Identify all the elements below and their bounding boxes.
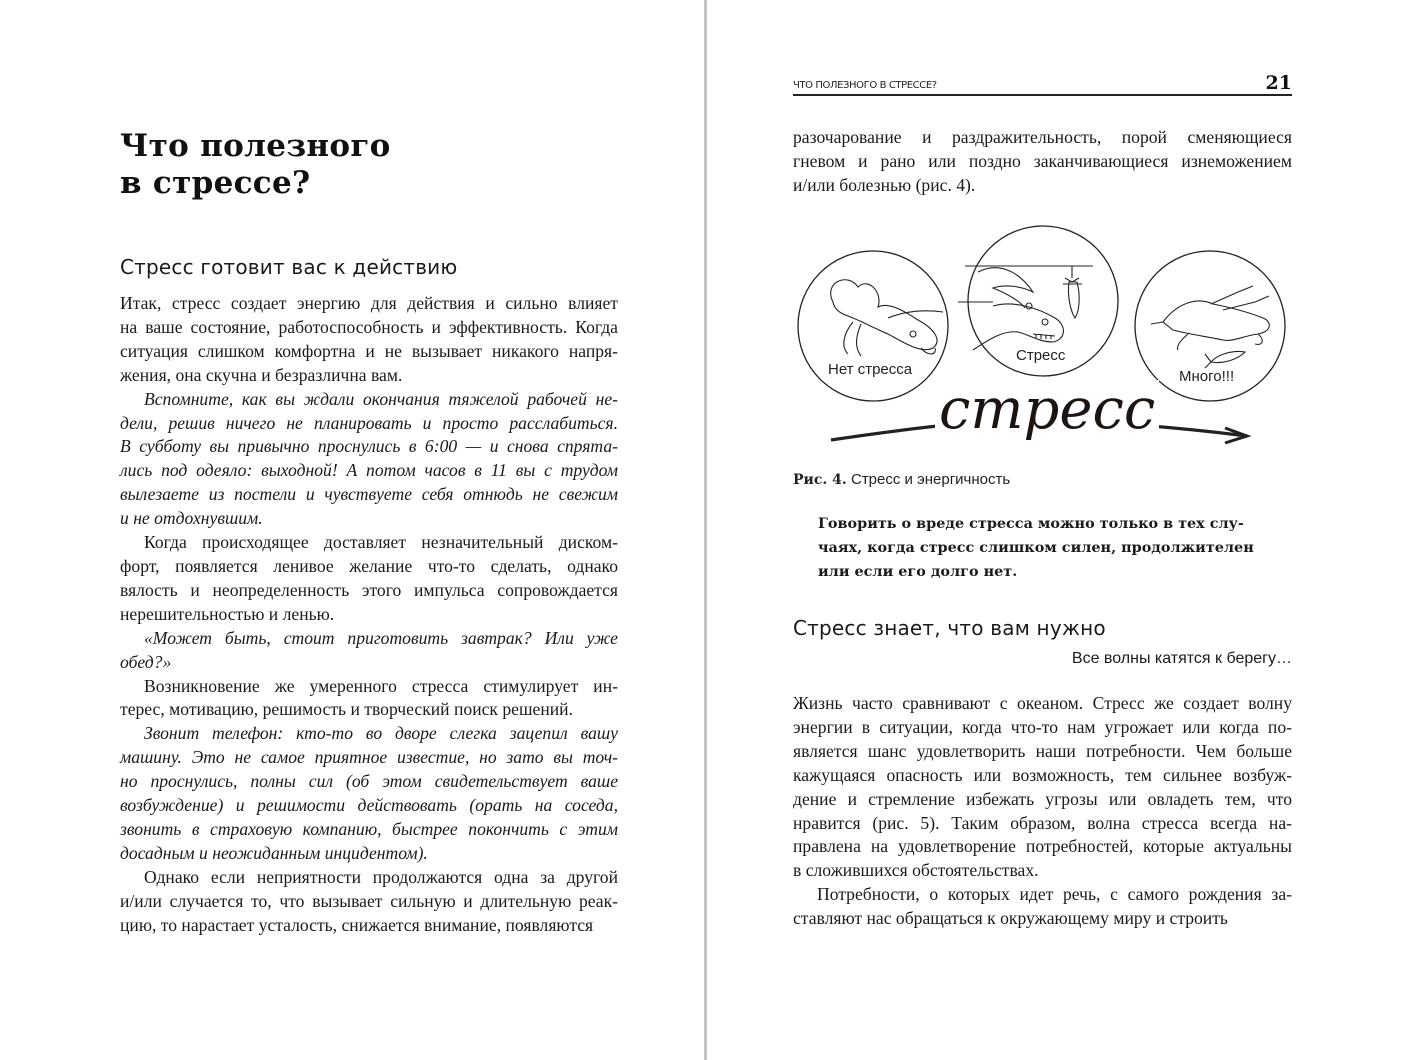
- text-line: Вспомните, как вы ждали окончания тяжелой рабочей не-: [144, 388, 618, 409]
- figure-number: Рис. 4.: [793, 472, 847, 488]
- figure-caption-text: Стресс и энергичность: [850, 471, 1011, 488]
- section-heading-2: Стресс знает, что вам нужно: [793, 616, 1106, 640]
- text-line: Когда происходящее доставляет незначительный диском-: [144, 532, 618, 553]
- continued-paragraph: [793, 126, 1292, 198]
- text-line: машину. Это не самое приятное известие, но зато вы точ-: [120, 747, 618, 768]
- arrow-label-stress: стресс: [935, 380, 1159, 440]
- text-line: правлена на удовлетворение потребностей, которые актуальны: [793, 836, 1292, 857]
- rabbit-chasing-carrot-icon: [958, 266, 1093, 350]
- running-header: [793, 74, 1292, 96]
- text-line: звонить в страховую компанию, быстрее покончить с этим: [120, 818, 618, 839]
- text-line: «Может быть, стоит приготовить завтрак? Или уже: [144, 627, 618, 648]
- text-line: Звонит телефон: кто-то во дворе слегка зацепил вашу: [144, 723, 618, 744]
- paragraph: [120, 722, 618, 865]
- paragraph: [120, 292, 618, 388]
- text-line: гневом и рано или поздно заканчивающиеся изнеможением: [793, 150, 1292, 171]
- text-line: кажущаяся опасность или возможность, тем сильнее возбуж-: [793, 764, 1292, 785]
- text-line: нерешительностью и ленью.: [120, 603, 335, 624]
- paragraph: [120, 627, 618, 675]
- text-line: на ваше состояние, работоспособность и эффективность. Когда: [120, 316, 618, 337]
- text-line: В субботу вы привычно проснулись в 6:00 — и снова спрята-: [120, 436, 618, 457]
- text-line: жения, она скучна и безразлична вам.: [120, 364, 403, 385]
- paragraph: [120, 675, 618, 723]
- text-line: и/или случается то, что вызывает сильную и длительную реак-: [120, 890, 618, 911]
- text-line: и не отдохнувшим.: [120, 508, 263, 529]
- paragraph: [793, 126, 1292, 198]
- text-line: разочарование и раздражительность, порой сменяющиеся: [793, 127, 1292, 147]
- text-line: Потребности, о которых идет речь, с самого рождения за-: [817, 884, 1292, 905]
- text-line: ситуация слишком комфортна и не вызывает никакого напря-: [120, 340, 618, 361]
- text-line: форт, появляется ленивое желание что-то сделать, однако: [120, 555, 618, 576]
- panel-label-no-stress: Нет стресса: [828, 361, 913, 378]
- paragraph: [793, 692, 1292, 883]
- chapter-title-line-1: Что полезного: [120, 128, 391, 164]
- callout-line: или если его долго нет.: [818, 563, 1018, 580]
- text-line: является шанс удовлетворить наши потребности. Чем больше: [793, 740, 1292, 761]
- paragraph: [793, 883, 1292, 931]
- relaxed-rabbit-icon: [831, 280, 943, 356]
- figure-stress-energy: [793, 222, 1292, 462]
- text-line: вялость и неопределенность этого импульса сопровождается: [120, 579, 618, 600]
- paragraph: [120, 866, 618, 938]
- text-line: Жизнь часто сравнивают с океаном. Стресс же создает волну: [793, 693, 1292, 713]
- text-line: дение и стремление избежать угрозы или овладеть тем, что: [793, 788, 1292, 809]
- epigraph: Все волны катятся к берегу…: [1071, 650, 1292, 667]
- text-line: дели, решив ничего не планировать и просто расслабиться.: [120, 412, 618, 433]
- text-line: в сложившихся обстоятельствах.: [793, 860, 1039, 881]
- section-heading: Стресс готовит вас к действию: [120, 255, 458, 279]
- text-line: энергии в ситуации, когда что-то нам угрожает или когда по-: [793, 716, 1292, 737]
- panel-label-stress: Стресс: [1016, 347, 1066, 364]
- text-line: лись под одеяло: выходной! А потом часов в 11 вы с трудом: [120, 460, 618, 481]
- right-body-text: [793, 692, 1292, 931]
- text-line: Возникновение же умеренного стресса стимулирует ин-: [144, 675, 618, 696]
- figure-caption: [793, 471, 1010, 488]
- exhausted-rabbit-icon: [1151, 286, 1269, 368]
- text-line: нравится (рис. 5). Таким образом, волна стресса всегда на-: [793, 812, 1292, 833]
- running-head-title: ЧТО ПОЛЕЗНОГО В СТРЕССЕ?: [793, 80, 937, 91]
- chapter-title: [120, 128, 391, 202]
- callout-box: [818, 512, 1278, 584]
- paragraph: [120, 388, 618, 531]
- callout-line: чаях, когда стресс слишком силен, продолжителен: [818, 539, 1254, 556]
- text-line: цию, то нарастает усталость, снижается внимание, появляются: [120, 914, 594, 935]
- left-body-text: [120, 292, 618, 937]
- text-line: Однако если неприятности продолжаются одна за другой: [144, 866, 618, 887]
- text-line: вылезаете из постели и чувствуете себя отнюдь не свежим: [120, 484, 618, 505]
- text-line: но проснулись, полны сил (об этом свидетельствует ваше: [120, 771, 618, 792]
- text-line: и/или болезнью (рис. 4).: [793, 174, 976, 195]
- paragraph: [120, 531, 618, 627]
- callout-line: Говорить о вреде стресса можно только в тех слу-: [818, 515, 1244, 532]
- text-line: возбуждение) и решимости действовать (орать на соседа,: [120, 795, 618, 816]
- panel-circle-no-stress: [798, 251, 948, 401]
- panel-label-too-much: Много!!!: [1179, 368, 1235, 385]
- chapter-title-line-2: в стрессе?: [120, 165, 311, 201]
- page-number: 21: [1265, 72, 1292, 94]
- text-line: обед?»: [120, 651, 172, 672]
- text-line: досадным и неожиданным инцидентом).: [120, 842, 428, 863]
- text-line: терес, мотивацию, решимость и творческий поиск решений.: [120, 699, 573, 720]
- text-line: ставляют нас обращаться к окружающему миру и строить: [793, 908, 1228, 929]
- text-line: Итак, стресс создает энергию для действия и сильно влияет: [120, 293, 618, 313]
